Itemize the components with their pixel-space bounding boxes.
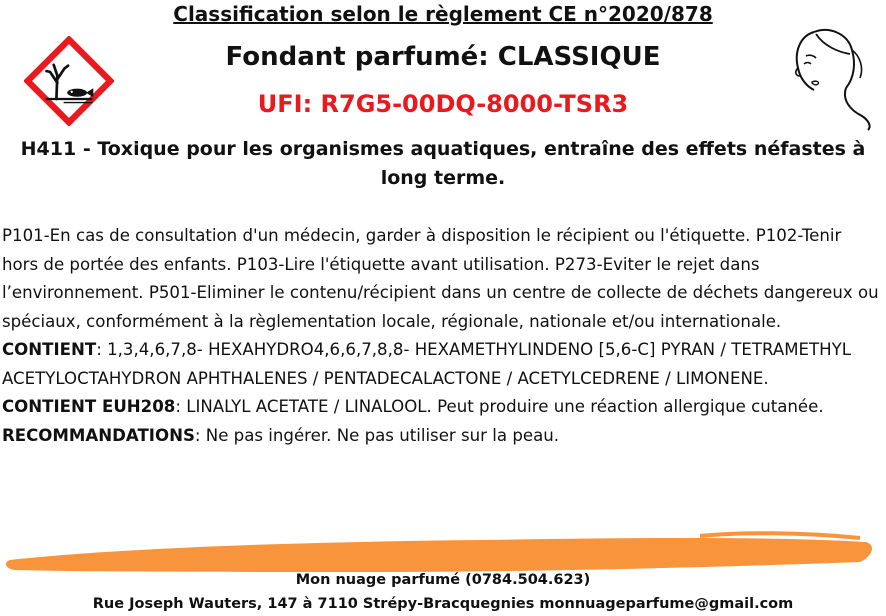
footer [0,568,886,616]
hazard-statement: H411 - Toxique pour les organismes aquatiques, entraîne des effets néfastes à long terme. [20,138,866,189]
footer-company: Mon nuage parfumé (0784.504.623) [295,572,591,588]
contains-euh208-section [2,393,882,422]
contains-label: CONTIENT [2,340,97,359]
recommendations-section [2,422,882,451]
precautionary-statements: P101-En cas de consultation d'un médecin, garder à disposition le récipient ou l'étiquette. P102-Tenir hors de portée des enfants. P103-Lire l'étiquette avant utilisation. P273-Eviter le rejet dans l’environnement. P501-Eliminer le contenu/récipient dans un centre de collecte de déchets dangereux ou spéciaux, conformément à la règlementation locale, régionale, nationale et/ou internationale. [2,226,879,331]
ufi-code: UFI: R7G5-00DQ-8000-TSR3 [257,90,629,118]
regulation-title: Classification selon le règlement CE n°2020/878 [173,2,713,26]
recommendations-text: : Ne pas ingérer. Ne pas utiliser sur la peau. [194,425,560,445]
contains-section [2,336,882,393]
contains-text: : 1,3,4,6,7,8- HEXAHYDRO4,6,6,7,8,8- HEXAMETHYLINDENO [5,6-C] PYRAN / TETRAMETHYL ACETYLOCTAHYDRON APHTHALENES / PENTADECALACTONE / ACETYLCEDRENE / LIMONENE. [2,340,851,388]
product-name: Fondant parfumé: CLASSIQUE [225,42,661,72]
contains-euh208-label: CONTIENT EUH208 [2,397,176,416]
contains-euh208-text: : LINALYL ACETATE / LINALOOL. Peut produire une réaction allergique cutanée. [175,397,824,416]
recommendations-label: RECOMMANDATIONS [2,425,195,445]
footer-address: Rue Joseph Wauters, 147 à 7110 Strépy-Bracquegnies monnuageparfume@gmail.com [92,596,794,612]
label-body [2,222,882,450]
